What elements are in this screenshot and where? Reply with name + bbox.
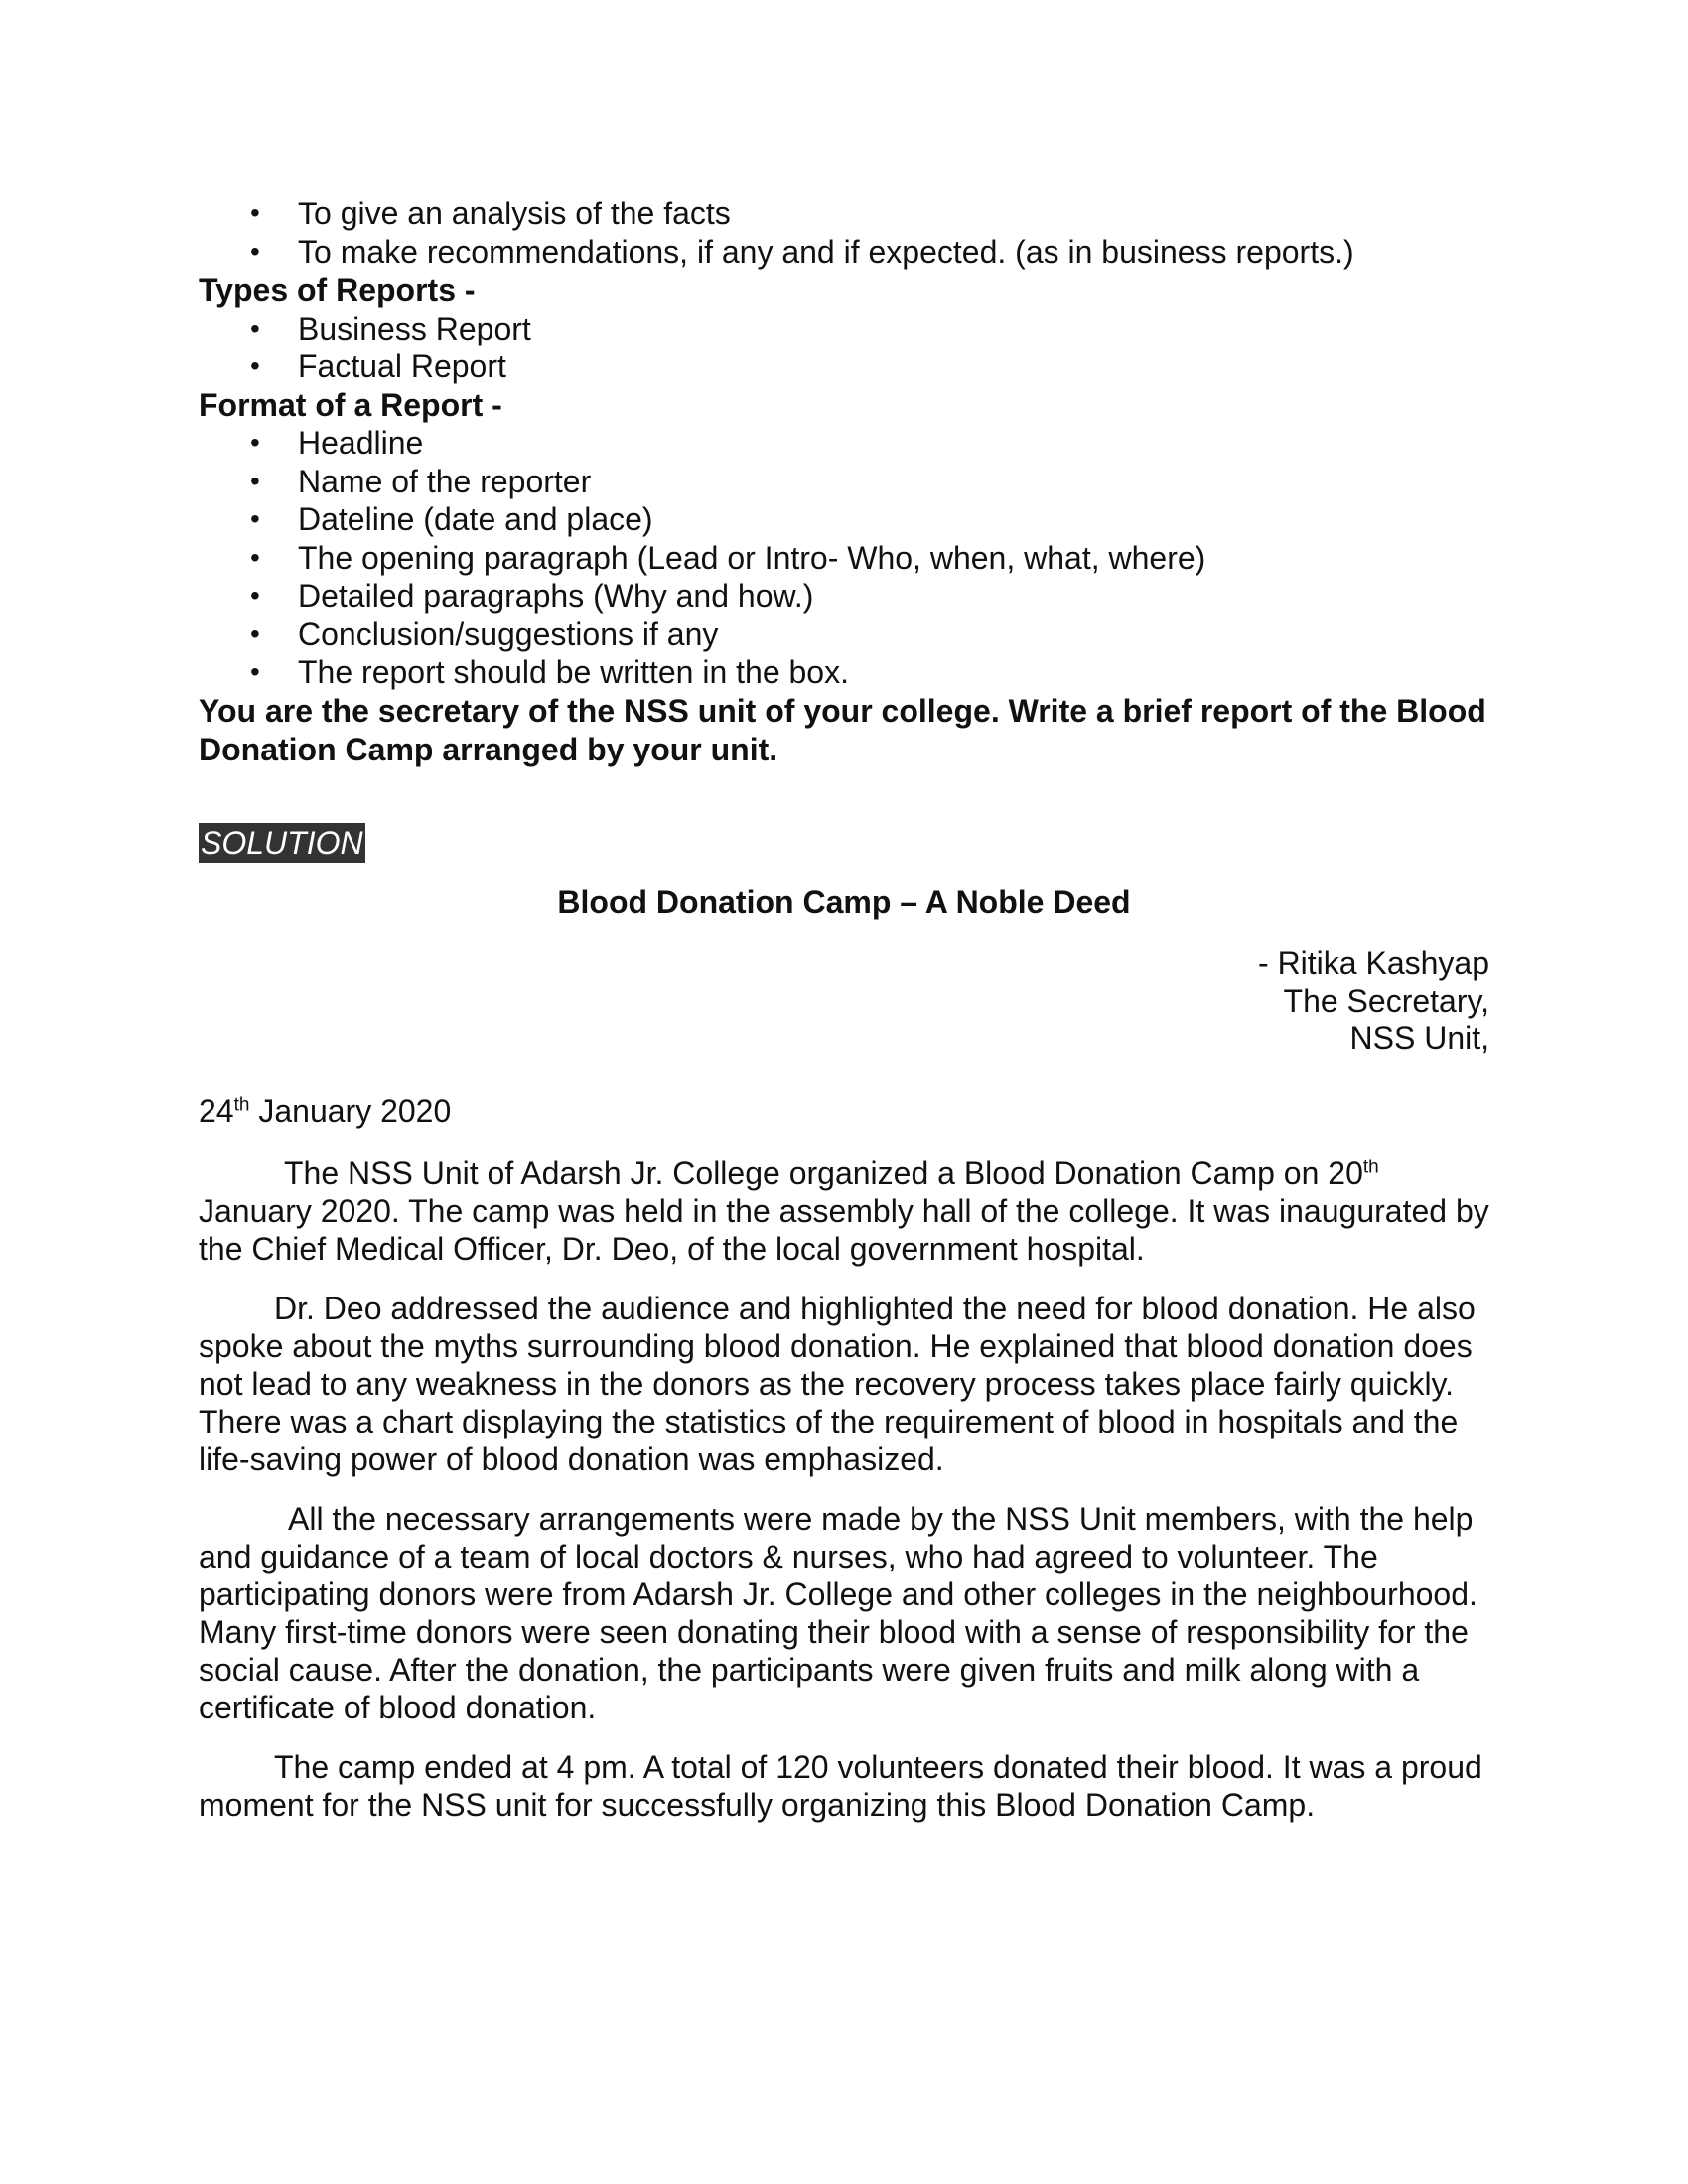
document-page [199,195,1489,1824]
report-paragraph-4: The camp ended at 4 pm. A total of 120 volunteers donated their blood. It was a proud moment for the NSS unit for successfully organizing this Blood Donation Camp. [199,1748,1482,1823]
format-list [199,424,1489,692]
list-item: • Dateline (date and place) [199,500,1489,539]
question-text: You are the secretary of the NSS unit of your college. Write a brief report of the Blood Donation Camp arranged by your unit. [199,692,1486,767]
reporter-unit: NSS Unit, [1349,1020,1489,1056]
reporter-name: - Ritika Kashyap [1258,944,1489,981]
list-item: • Conclusion/suggestions if any [199,615,1489,654]
report-date: 24th January 2020 [199,1092,452,1129]
report-paragraph-2: Dr. Deo addressed the audience and highlighted the need for blood donation. He also spoke about the myths surrounding blood donation. He explained that blood donation does not lead to any weakness in the donors as the recovery process takes place fairly quickly. There was a chart displaying the statistics of the requirement of blood in hospitals and the life-saving power of blood donation was emphasized. [199,1290,1476,1477]
list-item: • Name of the reporter [199,463,1489,501]
list-item: • Detailed paragraphs (Why and how.) [199,577,1489,615]
reporter-role: The Secretary, [1283,982,1489,1019]
signature-block [199,944,1489,1057]
report-paragraph-1: The NSS Unit of Adarsh Jr. College organized a Blood Donation Camp on 20th January 2020. The camp was held in the assembly hall of the college. It was inaugurated by the Chief Medical Officer, Dr. Deo, of the local government hospital. [199,1155,1489,1267]
report-title: Blood Donation Camp – A Noble Deed [557,884,1131,920]
solution-label: SOLUTION [201,824,363,861]
purpose-list [199,195,1489,271]
types-list [199,310,1489,386]
list-item: • To make recommendations, if any and if expected. (as in business reports.) [199,233,1489,272]
report-paragraph-3: All the necessary arrangements were made by the NSS Unit members, with the help and guidance of a team of local doctors & nurses, who had agreed to volunteer. The participating donors were from Adarsh Jr. College and other colleges in the neighbourhood. Many first-time donors were seen donating their blood with a sense of responsibility for the social cause. After the donation, the participants were given fruits and milk along with a certificate of blood donation. [199,1500,1477,1725]
list-item: • Business Report [199,310,1489,348]
types-heading: Types of Reports - [199,272,476,308]
format-heading: Format of a Report - [199,386,502,423]
list-item: • The report should be written in the box. [199,653,1489,692]
list-item: • To give an analysis of the facts [199,195,1489,233]
list-item: • Factual Report [199,347,1489,386]
list-item: • The opening paragraph (Lead or Intro- Who, when, what, where) [199,539,1489,578]
list-item: • Headline [199,424,1489,463]
